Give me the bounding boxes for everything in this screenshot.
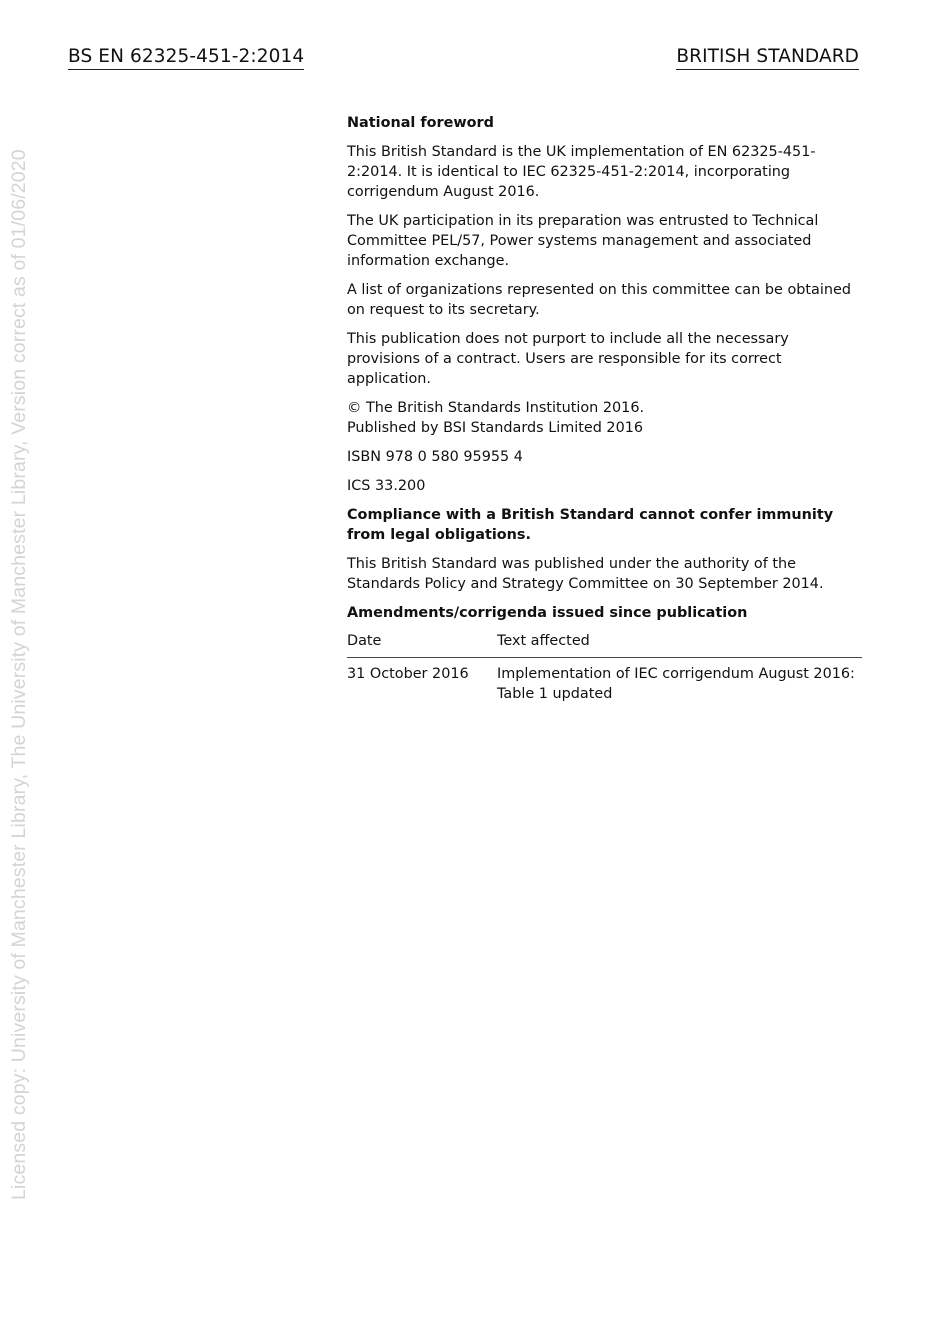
amendments-title: Amendments/corrigenda issued since publication bbox=[347, 605, 748, 621]
amendment-text-line: Table 1 updated bbox=[497, 686, 613, 702]
column-header-text-affected: Text affected bbox=[497, 631, 862, 658]
compliance-notice: Compliance with a British Standard cannot confer immunity from legal obligations. bbox=[347, 507, 834, 543]
isbn: ISBN 978 0 580 95955 4 bbox=[347, 449, 523, 465]
amendments-header-row bbox=[347, 631, 862, 658]
foreword-paragraph-provisions: This publication does not purport to include all the necessary provisions of a contract. Users are responsible for its correct application. bbox=[347, 331, 789, 387]
authority-statement: This British Standard was published under the authority of the Standards Policy and Strategy Committee on 30 September 2014. bbox=[347, 556, 824, 592]
license-watermark: Licensed copy: University of Manchester Library, The University of Manchester Library, Version correct as of 01/06/2020 bbox=[8, 149, 30, 1200]
british-standard-header: BRITISH STANDARD bbox=[676, 46, 859, 70]
amendments-table bbox=[347, 631, 862, 704]
national-foreword-section bbox=[347, 113, 862, 704]
amendment-text-line: Implementation of IEC corrigendum August 2016: bbox=[497, 666, 855, 682]
copyright-line: © The British Standards Institution 2016. bbox=[347, 400, 645, 416]
foreword-paragraph-committee: The UK participation in its preparation was entrusted to Technical Committee PEL/57, Power systems management and associated information exchange. bbox=[347, 213, 819, 269]
table-row bbox=[347, 658, 862, 705]
ics-code: ICS 33.200 bbox=[347, 478, 426, 494]
amendment-text-affected bbox=[497, 658, 862, 705]
foreword-title: National foreword bbox=[347, 115, 494, 131]
copyright-block bbox=[347, 398, 862, 438]
publisher-line: Published by BSI Standards Limited 2016 bbox=[347, 420, 644, 436]
amendment-date: 31 October 2016 bbox=[347, 666, 469, 682]
document-id-header: BS EN 62325-451-2:2014 bbox=[68, 46, 304, 70]
foreword-paragraph-organizations: A list of organizations represented on this committee can be obtained on request to its secretary. bbox=[347, 282, 851, 318]
foreword-paragraph-implementation: This British Standard is the UK implementation of EN 62325-451-2:2014. It is identical to IEC 62325-451-2:2014, incorporating corrigendum August 2016. bbox=[347, 144, 816, 200]
column-header-date: Date bbox=[347, 631, 497, 658]
